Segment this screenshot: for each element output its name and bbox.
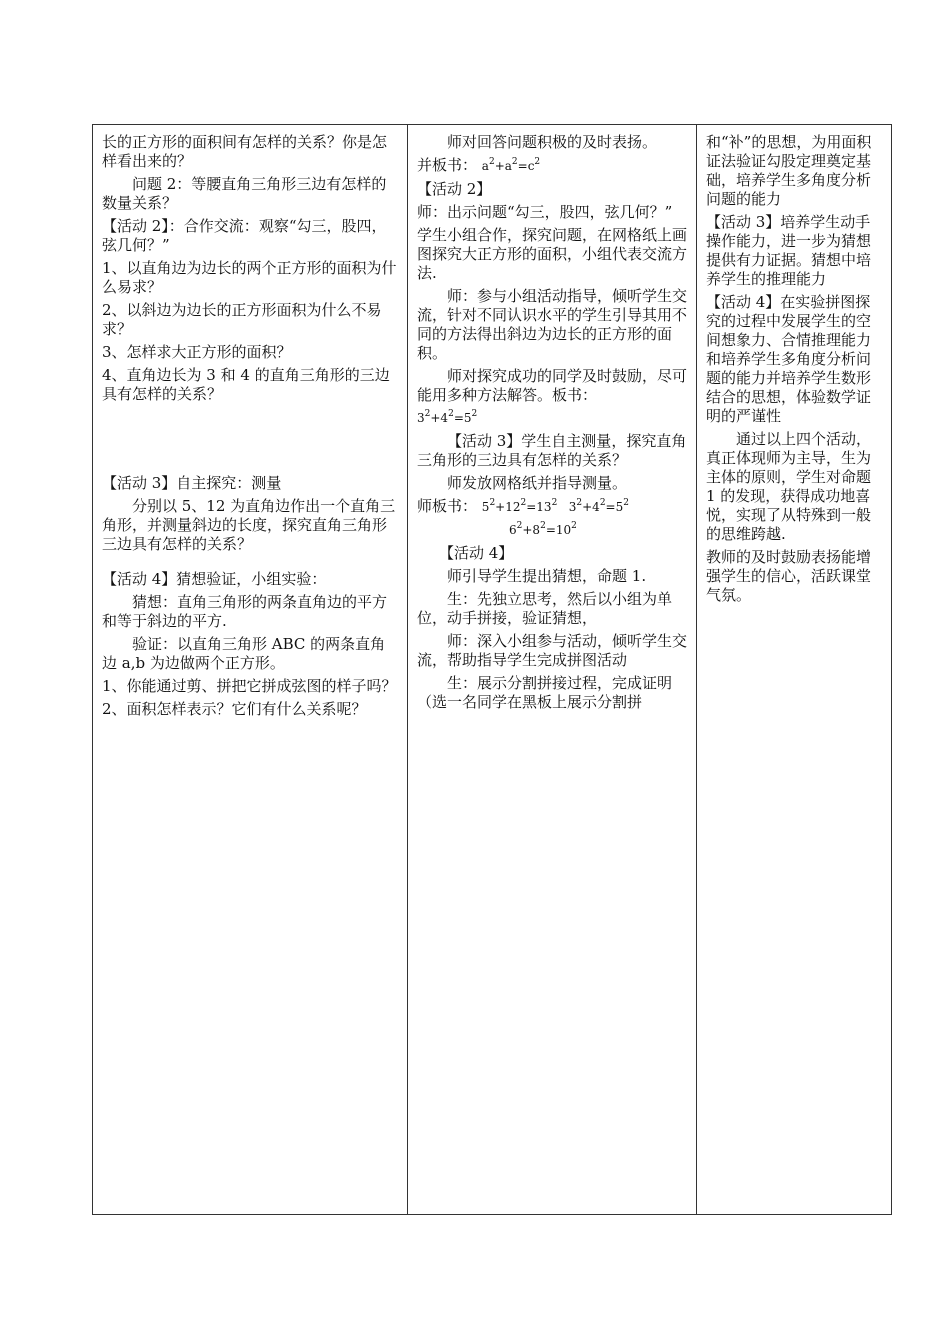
design-intent-cell [697,125,892,1215]
content-line: 问题 2：等腰直角三角形三边有怎样的数量关系？ [102,175,387,212]
content-line: 2、面积怎样表示？它们有什么关系呢？ [102,700,367,718]
content-line: 猜想：直角三角形的两条直角边的平方和等于斜边的平方. [102,593,388,630]
content-line: 【活动 4】猜想验证，小组实验： [102,570,327,588]
content-line: 分别以 5、12 为直角边作出一个直角三角形，并测量斜边的长度，探究直角三角形三边具有怎样的关系？ [102,497,396,553]
formula-line [417,497,688,517]
content-line: 3、怎样求大正方形的面积？ [102,343,292,361]
content-line: 师引导学生提出猜想，命题 1. [447,567,647,585]
content-line: 【活动 2】 [417,180,492,198]
content-line: 师：参与小组活动指导，倾听学生交流，针对不同认识水平的学生引导其用不同的方法得出斜边为边长的正方形的面积。 [417,287,688,362]
content-line: 【活动 4】在实验拼图探究的过程中发展学生的空间想象力、合情推理能力和培养学生多角度分析问题的能力并培养学生数形结合的思想，体验数学证明的严谨性 [706,293,872,425]
table-row [93,125,892,1215]
lesson-table [92,124,892,1215]
content-line: 师对探究成功的同学及时鼓励，尽可能用多种方法解答。板书： [417,367,688,404]
content-line: 2、以斜边为边长的正方形面积为什么不易求？ [102,301,382,338]
content-line: 生：展示分割拼接过程，完成证明（选一名同学在黑板上展示分割拼 [417,674,673,711]
content-line: 【活动 3】学生自主测量，探究直角三角形的三边具有怎样的关系？ [417,432,687,469]
content-line: 教师的及时鼓励表扬能增强学生的信心，活跃课堂气氛。 [706,548,872,604]
content-line: 1、以直角边为边长的两个正方形的面积为什么易求？ [102,259,397,296]
content-line: 长的正方形的面积间有怎样的关系？你是怎样看出来的？ [102,133,388,170]
teaching-content-cell [93,125,408,1215]
formula: $6^2+8^2=10^2$ [509,521,577,537]
content-line: 生：先独立思考，然后以小组为单位，动手拼接，验证猜想， [417,590,673,627]
content-line: 师发放网格纸并指导测量。 [447,474,628,492]
formula-prefix: 并板书： [417,156,478,174]
content-line: 师对回答问题积极的及时表扬。 [447,133,658,151]
content-line: 师：深入小组参与活动，倾听学生交流，帮助指导学生完成拼图活动 [417,632,688,669]
content-line: 【活动 3】自主探究：测量 [102,474,282,492]
content-line: 【活动 3】培养学生动手操作能力，进一步为猜想提供有力证据。猜想中培养学生的推理能力 [706,213,872,288]
formula-prefix: 师板书： [417,497,478,515]
content-line: 1、你能通过剪、拼把它拼成弦图的样子吗？ [102,677,397,695]
content-line: 验证：以直角三角形 ABC 的两条直角边 a,b 为边做两个正方形。 [102,635,386,672]
content-line: 【活动 4】 [439,544,514,562]
content-line: 通过以上四个活动，真正体现师为主导，生为主体的原则，学生对命题 1 的发现，获得成功地喜悦，实现了从特殊到一般的思维跨越. [706,430,872,543]
content-line: 学生小组合作，探究问题，在网格纸上画图探究大正方形的面积，小组代表交流方法. [417,226,688,282]
content-line: 和“补”的思想，为用面积证法验证勾股定理奠定基础，培养学生多角度分析问题的能力 [706,133,872,208]
teacher-student-activity-cell [408,125,697,1215]
formula: $5^2+12^2=13^2$ $3^2+4^2=5^2$ [481,498,629,514]
formula: $3^2+4^2=5^2$ [417,409,478,425]
content-line: 4、直角边长为 3 和 4 的直角三角形的三边具有怎样的关系？ [102,366,390,403]
formula-line [417,156,688,176]
formula: $a^2+a^2=c^2$ [481,157,541,173]
content-line: 【活动 2】：合作交流：观察“勾三，股四，弦几何？” [102,217,387,254]
content-line: 师：出示问题“勾三，股四，弦几何？” [417,203,673,221]
